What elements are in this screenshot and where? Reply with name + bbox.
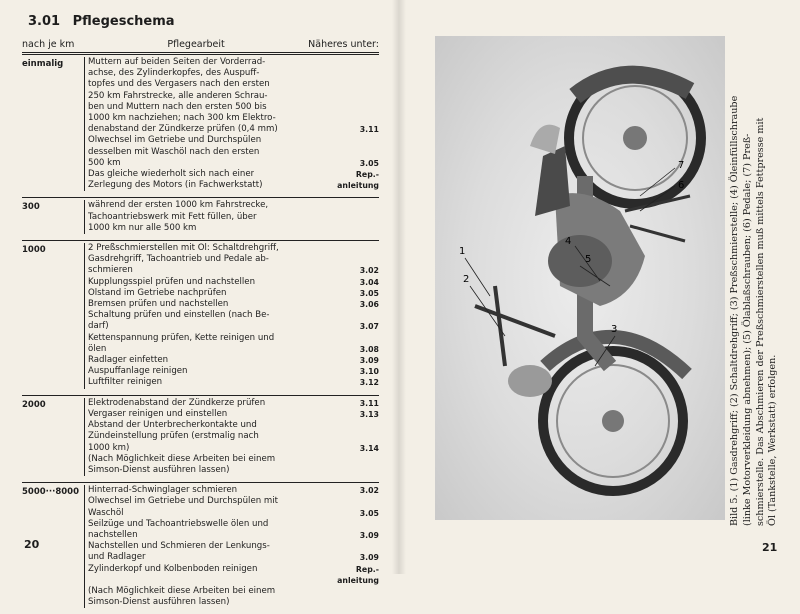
left-page [0,0,397,608]
task-text: topfes und des Vergasers nach den ersten [88,79,270,90]
reference [375,102,379,113]
task-text: Waschöl [88,507,124,518]
task-line [88,443,379,454]
task-line [88,310,379,321]
task-text: schmieren [88,265,133,276]
task-text: denabstand der Zündkerze prüfen (0,4 mm) [88,124,278,135]
task-text: (Nach Möglichkeit diese Arbeiten bei einem [88,585,276,596]
schedule-section [22,240,379,395]
task-line [88,321,379,332]
caption-line: (linke Motorverkleidung abnehmen); (5) Ölablaßschrauben; (6) Pedale; (7) Preß- [741,133,753,526]
interval-label: 2000 [22,399,46,410]
reference: 3.11 [359,125,379,135]
task-lines [84,57,379,191]
task-text: Muttern auf beiden Seiten der Vorderrad- [88,57,266,67]
reference: 3.07 [359,322,379,332]
task-line [88,79,379,90]
task-line [88,102,379,113]
task-text: Zylinderkopf und Kolbenboden reinigen [88,563,258,574]
schedule-section [22,395,379,482]
reference [375,79,379,90]
task-text: Vergaser reinigen und einstellen [88,408,228,419]
task-text: 500 km [88,157,121,168]
task-text: Kupplungsspiel prüfen und nachstellen [88,276,256,287]
moped-illustration [435,36,725,520]
photo-label-4: 4 [565,236,572,247]
reference [375,135,379,146]
task-text: Ölwechsel im Getriebe und Durchspülen [88,135,262,146]
reference [375,454,379,465]
photo-label-6: 6 [678,180,685,191]
reference: 3.09 [359,553,379,563]
task-line [88,91,379,102]
schedule-section [22,482,379,614]
task-line [88,158,379,169]
engine-casing [548,235,612,287]
photo-label-1: 1 [459,246,466,257]
task-text: während der ersten 1000 km Fahrstrecke, [88,200,269,211]
task-text: Zündeinstellung prüfen (erstmalig nach [88,431,259,442]
rear-hub [623,126,647,150]
task-text: ölen [88,343,107,354]
page-number-left: 20 [24,538,40,551]
task-lines [84,243,379,389]
task-text: Tachoantriebswerk mit Fett füllen, über [88,211,257,222]
task-text: Simson-Dienst ausführen lassen) [88,597,230,608]
reference [375,243,379,254]
front-hub [602,410,624,432]
task-text: nachstellen [88,529,138,540]
reference [375,147,379,158]
task-line [88,465,379,476]
task-line [88,212,379,223]
task-line [88,564,379,575]
task-line [88,57,379,68]
task-line [88,254,379,265]
task-line [88,552,379,563]
task-text: Nachstellen und Schmieren der Lenkungs- [88,541,270,552]
task-text: 2 Preßschmierstellen mit Öl: Schaltdrehgriff, [88,243,279,254]
task-line [88,575,379,586]
task-line [88,265,379,276]
reference: Rep.- [355,170,379,180]
task-line [88,124,379,135]
reference: 3.05 [359,288,379,298]
task-line [88,409,379,420]
task-line [88,355,379,366]
task-line [88,431,379,442]
reference: 3.10 [359,367,379,377]
reference: 3.05 [359,508,379,518]
reference: 3.08 [359,344,379,354]
task-line [88,135,379,146]
reference [375,431,379,442]
task-text: 1000 km) [88,442,130,453]
section-title: Pflegeschema [72,14,175,29]
reference: 3.12 [359,378,379,388]
reference: 3.09 [359,356,379,366]
task-text: und Radlager [88,552,146,563]
photo-label-5: 5 [585,254,592,265]
task-line [88,277,379,288]
task-text: 1000 km nachziehen; nach 300 km Elektro- [88,113,276,124]
caption-line: Öl (Tankstelle, Werkstatt) erfolgen. [767,354,779,526]
task-line [88,541,379,552]
interval-label: 1000 [22,245,46,256]
photo-label-7: 7 [678,160,685,171]
photo-label-2: 2 [463,274,470,285]
task-text: ben und Muttern nach den ersten 500 bis [88,101,267,112]
task-line [88,344,379,355]
task-line [88,299,379,310]
caption-text [725,30,795,530]
table-header [22,39,379,53]
task-line [88,454,379,465]
reference: anleitung [337,181,379,191]
task-line [88,586,379,597]
reference [375,333,379,344]
task-line [88,180,379,191]
reference [375,212,379,223]
right-page [400,0,800,574]
column-interval: nach je km [22,39,75,50]
reference [375,420,379,431]
task-line [88,519,379,530]
task-text: Seilzüge und Tachoantriebswelle ölen und [88,518,269,529]
task-text: Ölstand im Getriebe nachprüfen [88,287,227,298]
reference [375,223,379,234]
task-text: Luftfilter reinigen [88,377,163,388]
task-text: 250 km Fahrstrecke, alle anderen Schrau- [88,90,268,101]
task-line [88,508,379,519]
headlight [508,365,552,397]
schedule-section [22,54,379,197]
task-line [88,223,379,234]
reference: 3.04 [359,277,379,287]
task-text: Elektrodenabstand der Zündkerze prüfen [88,397,266,408]
task-lines [84,485,379,608]
reference: 3.02 [359,486,379,496]
reference [375,91,379,102]
section-heading [28,14,379,29]
task-line [88,485,379,496]
task-lines [84,200,379,234]
column-task: Pflegearbeit [167,39,225,50]
reference: 3.09 [359,530,379,540]
schedule-section [22,197,379,240]
headlamp [530,125,560,154]
photo-label-3: 3 [611,324,618,335]
reference [375,310,379,321]
reference [375,113,379,124]
interval-label: einmalig [22,59,64,69]
reference [375,597,379,608]
reference: 3.06 [359,300,379,310]
reference: 3.13 [359,409,379,419]
seat [535,146,570,216]
reference: 3.02 [359,266,379,276]
reference [375,519,379,530]
task-line [88,420,379,431]
task-line [88,243,379,254]
page-number-right: 21 [762,541,778,554]
task-line [88,496,379,507]
figure-caption [725,30,795,530]
task-text: Hinterrad-Schwinglager schmieren [88,485,238,496]
reference [375,200,379,211]
column-reference: Näheres unter: [308,39,379,50]
reference: 3.05 [359,158,379,168]
task-line [88,147,379,158]
reference [375,68,379,79]
task-text: 1000 km nur alle 500 km [88,222,197,233]
reference [375,465,379,476]
task-text: Abstand der Unterbrecherkontakte und [88,420,257,431]
reference: Rep.- [355,564,379,574]
moped-photo [435,36,725,520]
reference [375,541,379,552]
task-text: desselben mit Waschöl nach den ersten [88,146,260,157]
task-text: Schaltung prüfen und einstellen (nach Be- [88,310,270,321]
reference [375,496,379,507]
maintenance-table [22,54,379,614]
caption-line: schmierstelle. Das Abschmieren der Preßschmierstellen muß mittels Fettpresse mit [754,117,766,526]
task-line [88,398,379,409]
task-text: Auspuffanlage reinigen [88,366,188,377]
task-text: darf) [88,321,109,332]
task-line [88,597,379,608]
section-number: 3.01 [28,14,61,29]
task-lines [84,398,379,476]
task-line [88,113,379,124]
task-text: Simson-Dienst ausführen lassen) [88,464,230,475]
task-text: Radlager einfetten [88,355,169,366]
interval-label: 300 [22,202,40,213]
task-text: Ölwechsel im Getriebe und Durchspülen mit [88,496,279,507]
caption-line: Bild 5. (1) Gasdrehgriff; (2) Schaltdrehgriff; (3) Preßschmierstelle; (4) Öleinfüllschraube [729,95,740,526]
task-text: Zerlegung des Motors (in Fachwerkstatt) [88,180,263,191]
task-line [88,333,379,344]
reference: 3.11 [359,398,379,408]
task-text: Das gleiche wiederholt sich nach einer [88,169,255,180]
reference [375,57,379,68]
task-text: Kettenspannung prüfen, Kette reinigen und [88,332,275,343]
task-text: (Nach Möglichkeit diese Arbeiten bei einem [88,453,276,464]
task-line [88,169,379,180]
task-text: achse, des Zylinderkopfes, des Auspuff- [88,68,260,79]
reference [375,254,379,265]
task-line [88,377,379,388]
task-line [88,200,379,211]
task-line [88,288,379,299]
interval-label: 5000···8000 [22,487,80,498]
task-line [88,366,379,377]
task-text: Gasdrehgriff, Tachoantrieb und Pedale ab- [88,254,269,265]
reference [375,586,379,597]
task-text: Bremsen prüfen und nachstellen [88,299,229,310]
handlebar [475,286,555,366]
reference: anleitung [337,575,379,585]
reference: 3.14 [359,443,379,453]
task-line [88,68,379,79]
task-line [88,530,379,541]
